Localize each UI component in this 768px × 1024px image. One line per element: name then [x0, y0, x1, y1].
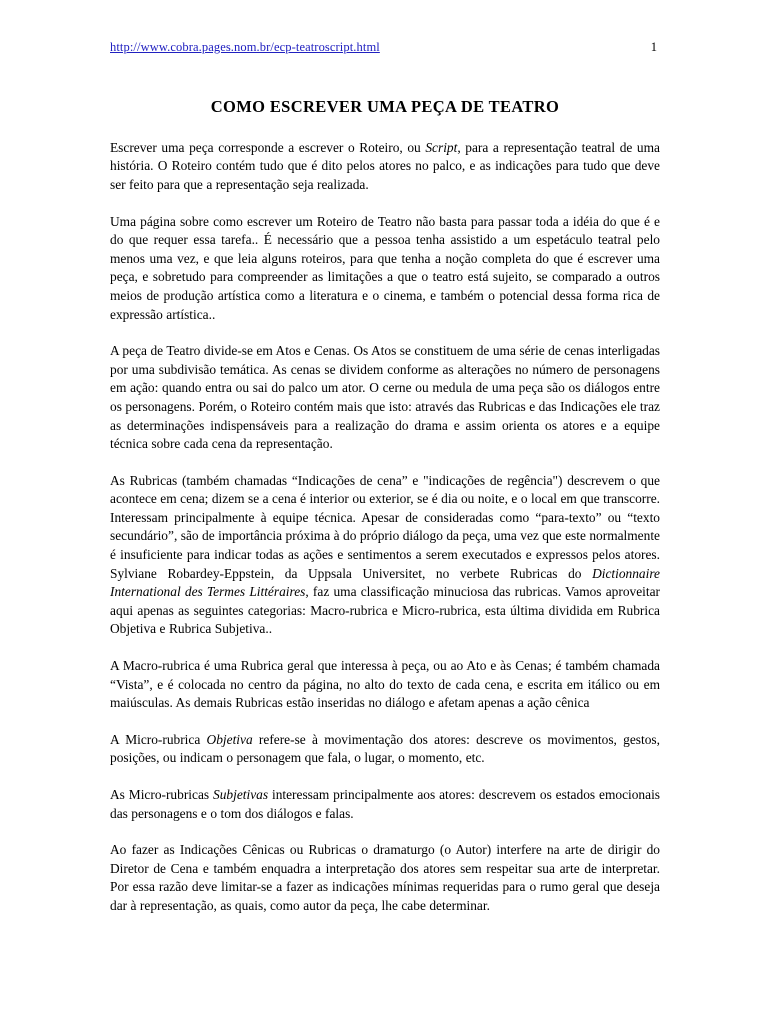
paragraph-p7	[110, 786, 660, 823]
text-run: , faz uma classificação minuciosa das rubricas. Vamos aproveitar aqui apenas as seguintes categorias: Macro-rubrica e Micro-rubrica, esta última dividida em Rubrica Objetiva e Rubrica Subjetiva..	[110, 584, 660, 637]
text-run: , para a representação teatral de uma história. O Roteiro contém tudo que é dito pelos atores no palco, e as indicações para tudo que deve ser feito para que a representação seja realizada.	[110, 139, 660, 192]
text-run: interessam principalmente aos atores: descrevem os estados emocionais das personagens e o tom dos diálogos e falas.	[110, 787, 660, 821]
text-run: A peça de Teatro divide-se em Atos e Cenas. Os Atos se constituem de uma série de cenas interligadas por uma subdivisão temática. As cenas se dividem conforme as alterações no número de personagens em ação: quando entra ou sai do palco um ator. O cerne ou medula de uma peça são os diálogos entre os personagens. Porém, o Roteiro contém mais que isto: através das Rubricas e das Indicações ele traz as determinações indispensáveis para a realização do drama e assim orienta os atores e a equipe técnica sobre cada cena da representação.	[110, 343, 660, 452]
emphasis-text: Objetiva	[206, 731, 253, 747]
text-run: As Rubricas (também chamadas “Indicações de cena” e "indicações de regência") descrevem o que acontece em cena; dizem se a cena é interior ou exterior, se é dia ou noite, e o local em que transcorre. Interessam principalmente à equipe técnica. Apesar de consideradas como “para-texto” ou “texto secundário”, são de importância próxima à do próprio diálogo da peça, uma vez que este normalmente é insuficiente para indicar todas as ações e sentimentos a serem executados e expressos pelos atores. Sylviane Robardey-Eppstein, da Uppsala Universitet, no verbete Rubricas do	[110, 472, 660, 581]
paragraph-p3	[110, 342, 660, 454]
source-url-link[interactable]: http://www.cobra.pages.nom.br/ecp-teatroscript.html	[110, 40, 380, 54]
text-run: A Micro-rubrica	[110, 731, 207, 747]
page-header	[110, 40, 660, 70]
text-run: refere-se à movimentação dos atores: descreve os movimentos, gestos, posições, ou indicam o personagem que fala, o lugar, o momento, etc.	[110, 731, 660, 766]
paragraph-p4	[110, 472, 660, 639]
text-run: A Macro-rubrica é uma Rubrica geral que interessa à peça, ou ao Ato e às Cenas; é também chamada “Vista”, e é colocada no centro da página, no alto do texto de cada cena, e escrita em itálico ou em maiúsculas. As demais Rubricas estão inseridas no diálogo e afetam apenas a ação cênica	[110, 658, 660, 711]
text-run: As Micro-rubricas	[110, 787, 214, 803]
page-content	[110, 0, 660, 934]
paragraph-p8	[110, 841, 660, 915]
emphasis-text: Subjetivas	[213, 787, 269, 803]
paragraph-p2	[110, 213, 660, 325]
paragraph-p6	[110, 731, 660, 768]
text-run: Ao fazer as Indicações Cênicas ou Rubricas o dramaturgo (o Autor) interfere na arte de dirigir do Diretor de Cena e também enquadra a interpretação dos atores sem respeitar sua arte de interpretar. Por essa razão deve limitar-se a fazer as indicações mínimas requeridas para o rumo geral que deseja dar à representação, as quais, como autor da peça, lhe cabe determinar.	[110, 842, 660, 913]
paragraph-p5	[110, 657, 660, 713]
page-number: 1	[650, 40, 657, 54]
text-run: Uma página sobre como escrever um Roteiro de Teatro não basta para passar toda a idéia do que é e do que requer essa tarefa.. É necessário que a pessoa tenha assistido a um espetáculo teatral pelo menos uma vez, e que leia alguns roteiros, para que tenha a noção completa do que é escrever uma peça, e sobretudo para compreender as limitações a que o teatro está sujeito, se comparado a outros meios de produção artística como a literatura e o cinema, e também o potencial dessa forma rica de expressão artística..	[110, 213, 660, 322]
page-title: COMO ESCREVER UMA PEÇA DE TEATRO	[210, 97, 560, 116]
paragraph-p1	[110, 139, 660, 195]
emphasis-text: Script	[425, 139, 458, 155]
emphasis-text: Dictionnaire International des Termes Littéraires	[110, 565, 660, 600]
text-run: Escrever uma peça corresponde a escrever o Roteiro, ou	[110, 139, 426, 155]
body-text	[110, 139, 660, 916]
